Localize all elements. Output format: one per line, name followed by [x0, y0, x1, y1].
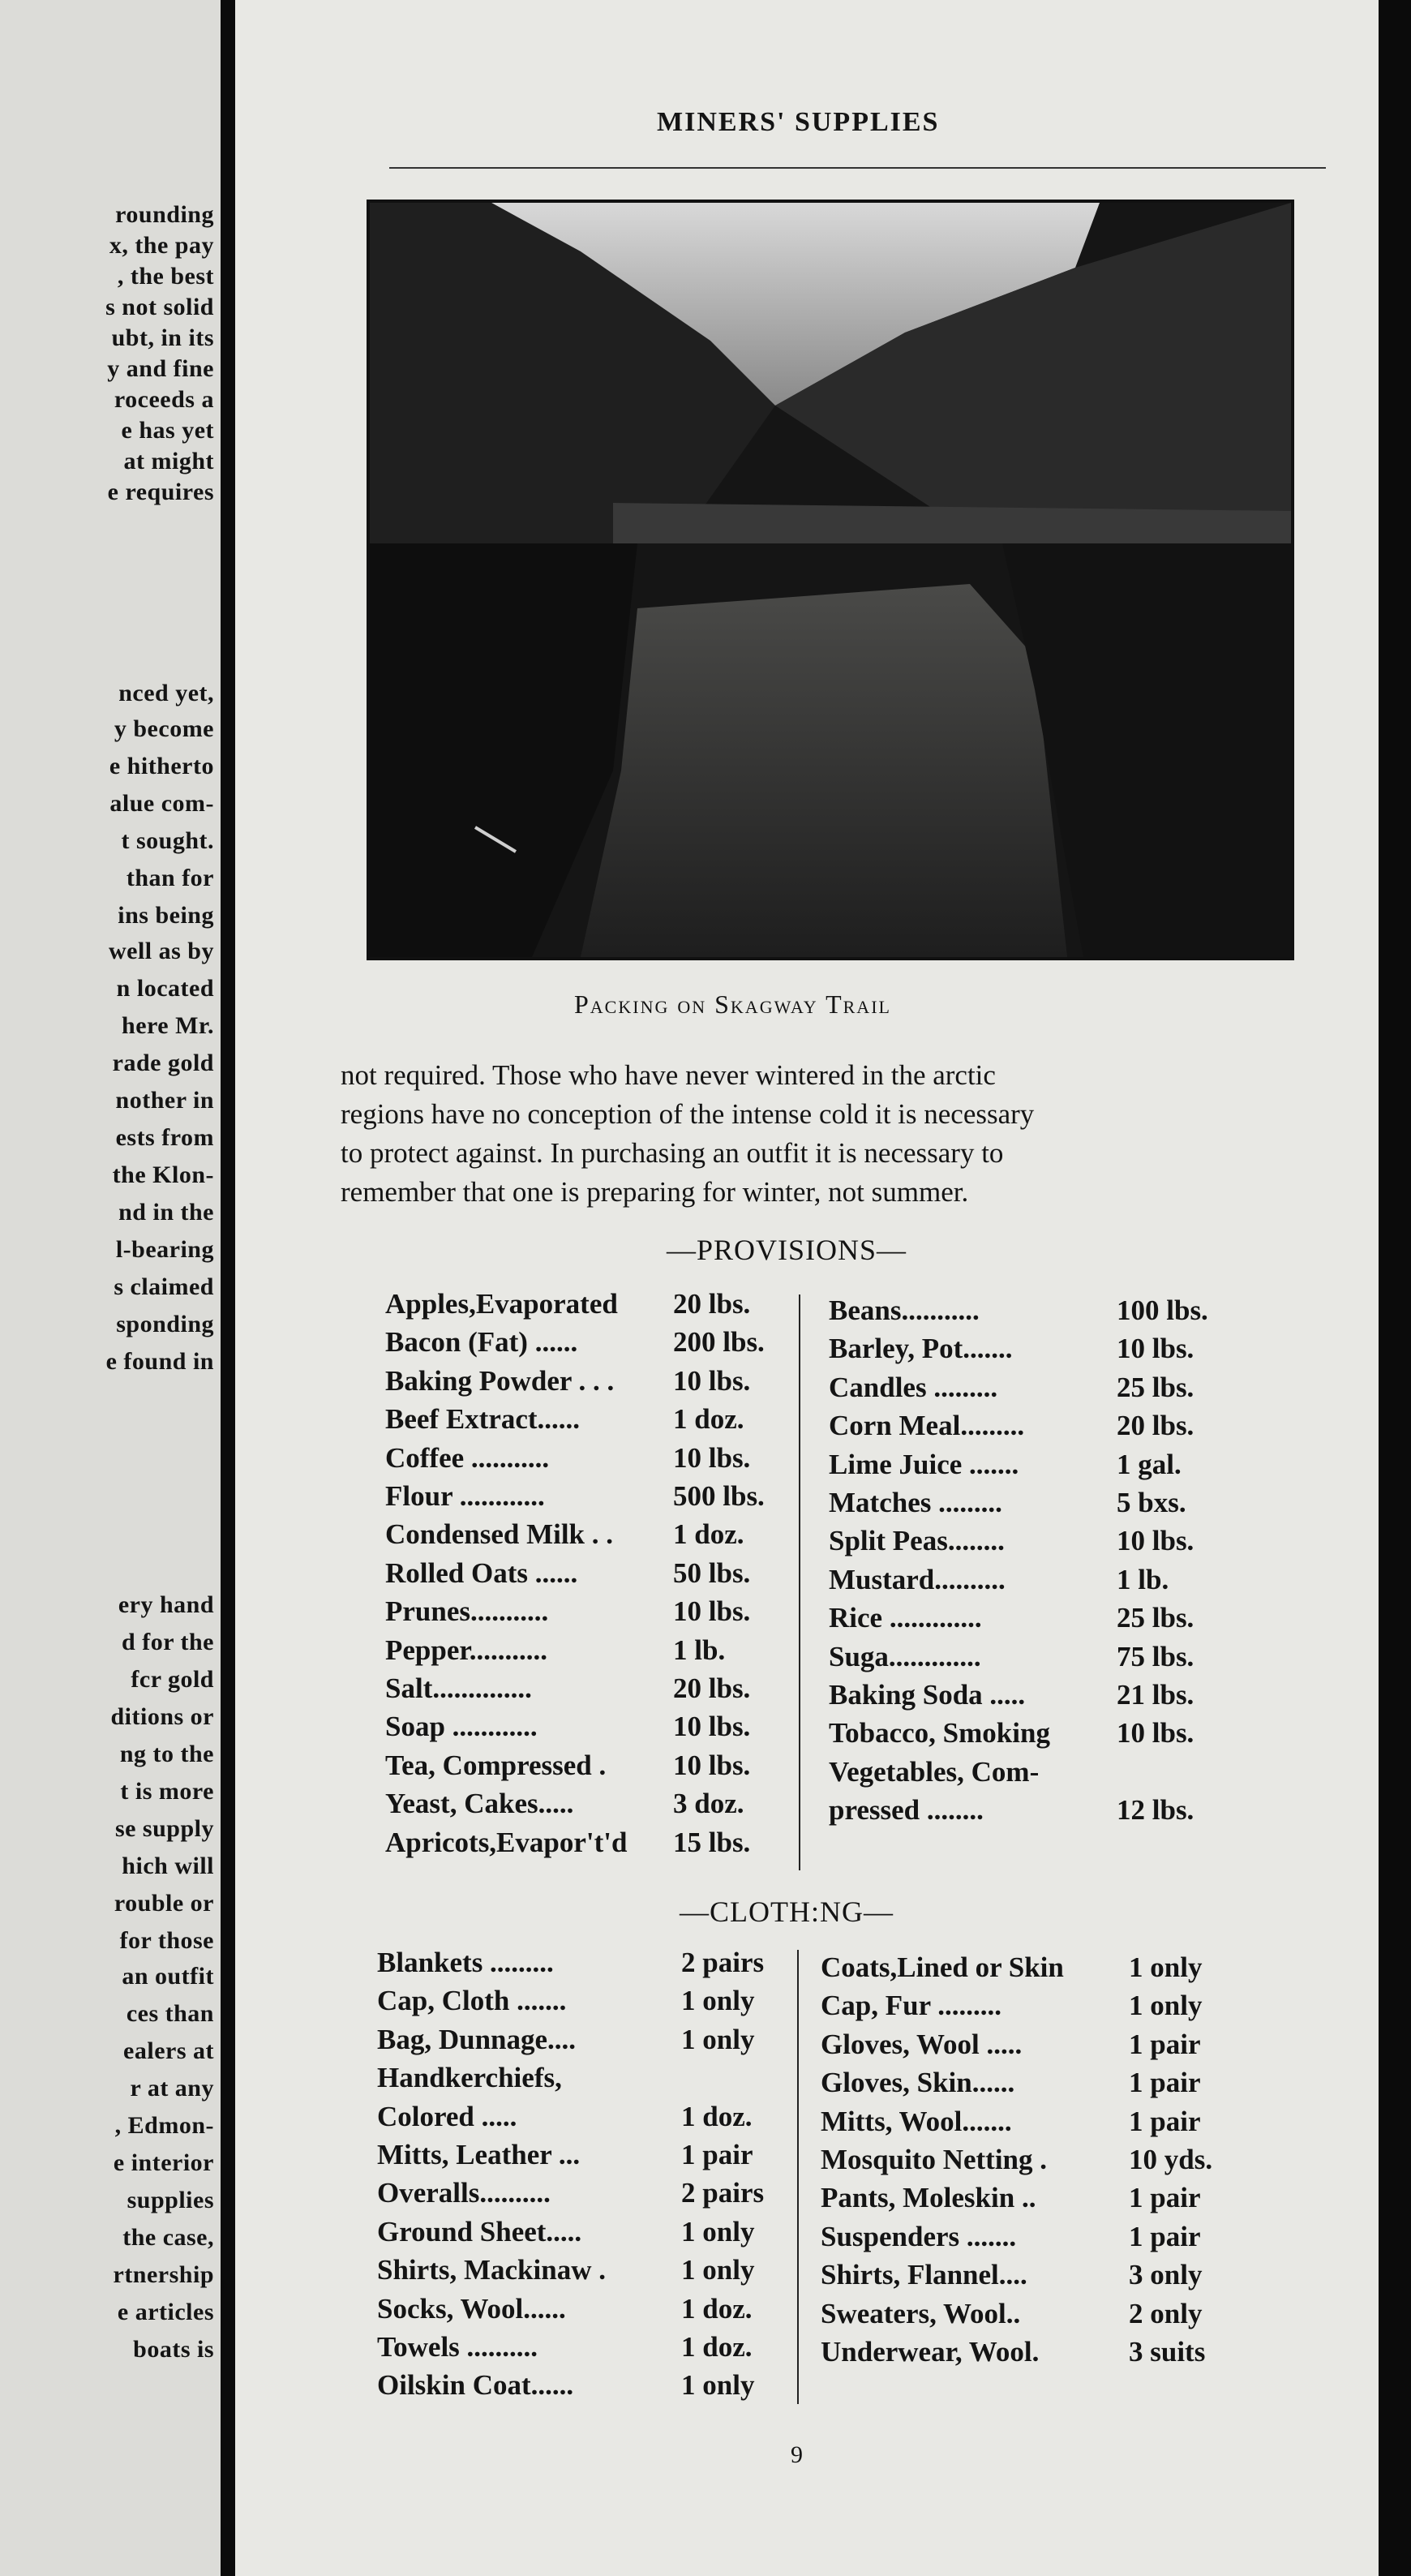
supply-item: Colored ..... — [377, 2100, 517, 2132]
supply-item: Socks, Wool...... — [377, 2292, 566, 2325]
left-page-line: the case, — [122, 2224, 214, 2251]
paragraph-line: not required. Those who have never wintered in the arctic — [341, 1059, 996, 1091]
supply-item: Apricots,Evapor't'd — [385, 1826, 628, 1858]
supply-quantity: 10 lbs. — [673, 1595, 751, 1628]
left-page-line: , the best — [117, 263, 214, 290]
supply-item: Coats,Lined or Skin — [821, 1951, 1064, 1983]
left-page-line: se supply — [114, 1815, 214, 1842]
left-page-line: d for the — [122, 1629, 214, 1655]
supply-quantity: 3 doz. — [673, 1788, 744, 1820]
left-page-line: at might — [123, 448, 214, 474]
left-page-line: s not solid — [105, 294, 214, 320]
supply-quantity: 1 only — [681, 2023, 755, 2055]
supply-item: Suspenders ....... — [821, 2220, 1017, 2252]
left-page-line: ditions or — [110, 1703, 214, 1730]
left-page-line: the Klon- — [112, 1161, 214, 1188]
left-page-line: e articles — [117, 2299, 214, 2325]
left-page-line: ng to the — [119, 1741, 214, 1767]
left-page-line: y become — [114, 715, 214, 742]
supply-item: Rice ............. — [829, 1602, 982, 1634]
trail-photograph — [367, 200, 1294, 960]
photo-image — [370, 203, 1291, 957]
left-page-line: than for — [126, 865, 214, 891]
supply-item: Gloves, Wool ..... — [821, 2028, 1023, 2060]
supply-item: Tobacco, Smoking — [829, 1717, 1050, 1750]
supply-item: Mitts, Leather ... — [377, 2139, 581, 2170]
supply-item: Coffee ........... — [385, 1441, 550, 1474]
supply-quantity: 15 lbs. — [673, 1826, 751, 1858]
supply-item: Soap ............ — [385, 1711, 538, 1743]
supply-item: Pants, Moleskin .. — [821, 2182, 1036, 2214]
supply-quantity: 1 pair — [1129, 2028, 1201, 2060]
supply-quantity: 25 lbs. — [1117, 1371, 1194, 1403]
supply-quantity: 20 lbs. — [1117, 1410, 1194, 1442]
supply-quantity: 75 lbs. — [1117, 1640, 1194, 1672]
left-page-line: rouble or — [114, 1890, 214, 1917]
provisions-title: —PROVISIONS— — [667, 1234, 907, 1266]
supply-quantity: 5 bxs. — [1117, 1487, 1186, 1518]
left-page-line: e found in — [105, 1348, 214, 1375]
supply-item: Prunes........... — [385, 1595, 549, 1628]
left-page-line: nced yet, — [118, 680, 214, 706]
supply-quantity: 1 only — [1129, 1990, 1203, 2022]
supply-item: Blankets ......... — [377, 1947, 554, 1978]
left-page-line: ery hand — [118, 1591, 214, 1618]
left-page-line: rounding — [115, 201, 214, 228]
page-edge — [1379, 0, 1411, 2576]
supply-quantity: 1 only — [681, 2215, 755, 2248]
left-page-line: ealers at — [123, 2037, 214, 2064]
supply-item: Bacon (Fat) ...... — [385, 1326, 578, 1359]
left-page-line: supplies — [127, 2187, 214, 2213]
supply-quantity: 50 lbs. — [673, 1556, 751, 1589]
supply-quantity: 1 pair — [1129, 2067, 1201, 2099]
supply-quantity: 1 only — [681, 2254, 755, 2286]
supply-quantity: 200 lbs. — [673, 1326, 765, 1359]
left-page-line: here Mr. — [122, 1012, 214, 1039]
left-page-line: hich will — [122, 1853, 214, 1879]
left-page-line: an outfit — [122, 1963, 214, 1990]
header-rule — [389, 167, 1326, 169]
supply-item: Barley, Pot....... — [829, 1333, 1013, 1365]
supply-item: Suga............. — [829, 1640, 981, 1672]
page-header: MINERS' SUPPLIES — [657, 107, 940, 137]
left-page-line: x, the pay — [109, 232, 214, 259]
supply-item: Shirts, Mackinaw . — [377, 2254, 606, 2286]
supply-quantity: 10 lbs. — [673, 1749, 751, 1781]
left-page-line: n located — [116, 975, 214, 1002]
supply-item: Yeast, Cakes..... — [385, 1788, 574, 1820]
supply-item: Overalls.......... — [377, 2177, 551, 2209]
supply-item: Flour ............ — [385, 1480, 545, 1512]
supply-item: Cap, Cloth ....... — [377, 1985, 567, 2017]
supply-quantity: 12 lbs. — [1117, 1794, 1194, 1827]
supply-item: Vegetables, Com- — [829, 1755, 1040, 1788]
supply-quantity: 10 yds. — [1129, 2144, 1213, 2175]
supply-item: Towels .......... — [377, 2331, 538, 2363]
supply-item: Rolled Oats ...... — [385, 1556, 578, 1589]
supply-item: Beef Extract...... — [385, 1403, 581, 1436]
left-page-line: e has yet — [121, 417, 214, 444]
left-page-line: roceeds a — [114, 386, 214, 413]
clothing-divider — [797, 1950, 799, 2404]
supply-quantity: 21 lbs. — [1117, 1679, 1194, 1711]
supply-item: Pepper........... — [385, 1634, 547, 1666]
supply-quantity: 25 lbs. — [1117, 1602, 1194, 1634]
supply-item: Beans........... — [829, 1294, 980, 1326]
supply-item: Underwear, Wool. — [821, 2336, 1040, 2368]
supply-quantity: 500 lbs. — [673, 1480, 765, 1512]
left-page-line: t sought. — [121, 827, 214, 854]
supply-item: Corn Meal......... — [829, 1410, 1025, 1442]
supply-quantity: 1 doz. — [681, 2292, 753, 2325]
left-page-line: e hitherto — [109, 753, 214, 779]
supply-quantity: 1 pair — [1129, 2105, 1201, 2137]
supply-quantity: 1 only — [1129, 1951, 1203, 1983]
supply-quantity: 3 only — [1129, 2259, 1203, 2291]
supply-quantity: 1 pair — [1129, 2220, 1201, 2252]
book-spine — [221, 0, 235, 2576]
supply-quantity: 10 lbs. — [673, 1364, 751, 1397]
left-page-line: boats is — [133, 2336, 214, 2363]
supply-item: Matches ......... — [829, 1487, 1002, 1518]
left-page-fragment — [0, 0, 221, 2576]
supply-item: Ground Sheet..... — [377, 2215, 582, 2248]
supply-quantity: 10 lbs. — [1117, 1333, 1194, 1365]
left-page-line: s claimed — [114, 1273, 214, 1300]
paragraph-line: remember that one is preparing for winter, not summer. — [341, 1176, 969, 1208]
supply-quantity: 1 doz. — [681, 2331, 753, 2363]
supply-quantity: 10 lbs. — [1117, 1525, 1194, 1557]
supply-quantity: 1 doz. — [681, 2100, 753, 2132]
supply-item: Shirts, Flannel.... — [821, 2259, 1027, 2291]
supply-item: Oilskin Coat...... — [377, 2369, 574, 2402]
left-page-line: nother in — [115, 1087, 214, 1114]
left-page-line: well as by — [108, 938, 214, 964]
clothing-title: —CLOTH:NG— — [680, 1896, 894, 1928]
supply-quantity: 1 only — [681, 1985, 755, 2017]
supply-quantity: 1 only — [681, 2369, 755, 2402]
supply-quantity: 2 only — [1129, 2297, 1203, 2329]
supply-item: Apples,Evaporated — [385, 1288, 618, 1320]
left-page-line: sponding — [116, 1311, 214, 1337]
supply-item: Mitts, Wool....... — [821, 2105, 1012, 2137]
left-page-line: y and fine — [107, 355, 214, 382]
supply-quantity: 10 lbs. — [1117, 1717, 1194, 1750]
left-page-line: rade gold — [112, 1050, 214, 1076]
supply-quantity: 1 lb. — [1117, 1563, 1169, 1595]
left-page-line: , Edmon- — [114, 2112, 214, 2139]
supply-item: Bag, Dunnage.... — [377, 2023, 577, 2055]
supply-item: Lime Juice ....... — [829, 1448, 1019, 1480]
left-page-line: rtnership — [113, 2261, 214, 2288]
left-page-line: l-bearing — [115, 1236, 214, 1263]
photo-caption: Packing on Skagway Trail — [574, 990, 891, 1019]
left-page-line: ins being — [118, 902, 214, 929]
supply-quantity: 1 gal. — [1117, 1448, 1182, 1480]
supply-quantity: 100 lbs. — [1117, 1294, 1208, 1326]
left-page-line: alue com- — [109, 790, 214, 817]
supply-item: Condensed Milk . . — [385, 1518, 614, 1551]
supply-quantity: 1 doz. — [673, 1518, 744, 1551]
supply-item: Mustard.......... — [829, 1563, 1006, 1595]
supply-item: Handkerchiefs, — [377, 2062, 562, 2094]
left-page-line: ests from — [115, 1124, 214, 1151]
left-page-line: ubt, in its — [111, 324, 214, 351]
supply-item: Tea, Compressed . — [385, 1749, 607, 1781]
paragraph-line: to protect against. In purchasing an outfit it is necessary to — [341, 1137, 1004, 1169]
supply-quantity: 1 pair — [681, 2139, 753, 2170]
left-page-line: ces than — [126, 2000, 214, 2027]
supply-quantity: 2 pairs — [681, 2177, 765, 2209]
paragraph-line: regions have no conception of the intense cold it is necessary — [341, 1098, 1035, 1130]
supply-quantity: 10 lbs. — [673, 1711, 751, 1743]
supply-quantity: 2 pairs — [681, 1947, 765, 1978]
left-page-line: t is more — [120, 1778, 214, 1805]
supply-item: pressed ........ — [829, 1794, 984, 1827]
left-page-line: e requires — [107, 479, 214, 505]
page-number: 9 — [791, 2441, 803, 2468]
supply-quantity: 20 lbs. — [673, 1288, 751, 1320]
supply-item: Salt.............. — [385, 1672, 532, 1704]
supply-item: Split Peas........ — [829, 1525, 1005, 1557]
supply-quantity: 1 doz. — [673, 1403, 744, 1436]
supply-item: Baking Powder . . . — [385, 1364, 615, 1397]
supply-item: Baking Soda ..... — [829, 1679, 1026, 1711]
supply-quantity: 1 lb. — [673, 1634, 726, 1666]
supply-item: Sweaters, Wool.. — [821, 2297, 1021, 2329]
left-page-line: e interior — [113, 2149, 214, 2176]
left-page-line: fcr gold — [131, 1666, 214, 1693]
supply-quantity: 3 suits — [1129, 2336, 1206, 2368]
supply-item: Cap, Fur ......... — [821, 1990, 1001, 2022]
supply-item: Gloves, Skin...... — [821, 2067, 1015, 2099]
provisions-divider — [799, 1294, 800, 1870]
left-page-line: for those — [119, 1927, 214, 1954]
body-paragraph — [341, 1056, 1289, 1212]
left-page-line: r at any — [130, 2075, 214, 2102]
left-page-line: nd in the — [118, 1199, 214, 1226]
supply-quantity: 10 lbs. — [673, 1441, 751, 1474]
supply-quantity: 1 pair — [1129, 2182, 1201, 2214]
supply-quantity: 20 lbs. — [673, 1672, 751, 1704]
supply-item: Candles ......... — [829, 1371, 998, 1403]
supply-item: Mosquito Netting . — [821, 2144, 1048, 2175]
